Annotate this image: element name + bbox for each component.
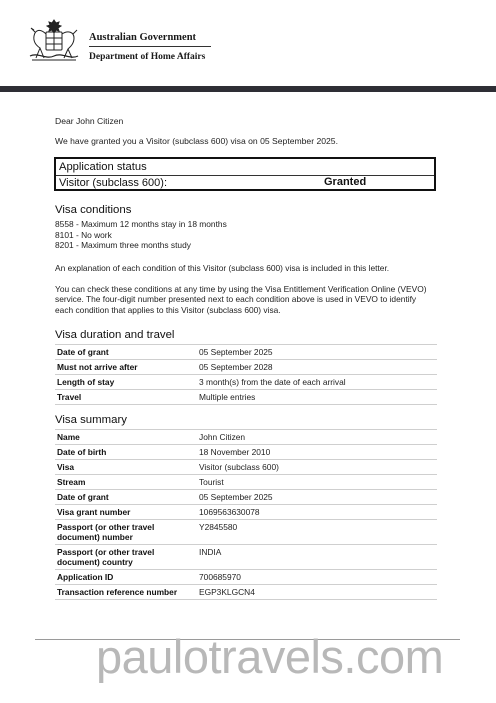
table-row (55, 360, 437, 375)
row-key: Application ID (55, 570, 197, 585)
condition-item: 8558 - Maximum 12 months stay in 18 months (55, 219, 227, 229)
row-key: Visa grant number (55, 505, 197, 520)
table-row (55, 430, 437, 445)
letterhead-divider (89, 46, 211, 47)
row-value: 05 September 2025 (197, 345, 437, 360)
duration-table (55, 344, 437, 405)
table-row (55, 520, 437, 545)
condition-item: 8201 - Maximum three months study (55, 240, 191, 250)
department-name: Department of Home Affairs (89, 52, 206, 62)
header-band (0, 86, 496, 92)
row-value: Multiple entries (197, 390, 437, 405)
table-row (55, 545, 437, 570)
table-row (55, 460, 437, 475)
conditions-list (55, 219, 227, 251)
row-key: Stream (55, 475, 197, 490)
duration-heading: Visa duration and travel (55, 329, 175, 341)
row-key: Date of birth (55, 445, 197, 460)
row-value: 700685970 (197, 570, 437, 585)
table-row (55, 475, 437, 490)
row-key: Transaction reference number (55, 585, 197, 600)
conditions-explanation: An explanation of each condition of this Visitor (subclass 600) visa is included in this letter. (55, 263, 390, 273)
condition-item: 8101 - No work (55, 229, 112, 240)
row-key: Travel (55, 390, 197, 405)
row-value: 05 September 2028 (197, 360, 437, 375)
application-status-box (54, 157, 436, 191)
row-key: Length of stay (55, 375, 197, 390)
government-name: Australian Government (89, 32, 197, 43)
status-title: Application status (59, 161, 147, 173)
row-key: Passport (or other travel document) number (55, 520, 197, 545)
letterhead (0, 0, 496, 86)
row-value: Visitor (subclass 600) (197, 460, 437, 475)
salutation: Dear John Citizen (55, 116, 124, 126)
row-key: Passport (or other travel document) country (55, 545, 197, 570)
vevo-note: You can check these conditions at any time by using the Visa Entitlement Verification Online (VEVO) service. The four-digit number presented next to each condition above is used in VEVO to identify each condition that applies to this Visitor (subclass 600) visa. (55, 284, 427, 315)
row-value: EGP3KLGCN4 (197, 585, 437, 600)
row-value: 05 September 2025 (197, 490, 437, 505)
status-visa-label: Visitor (subclass 600): (59, 177, 168, 189)
coat-of-arms-icon (26, 18, 82, 64)
table-row (55, 345, 437, 360)
row-value: John Citizen (197, 430, 437, 445)
row-value: 3 month(s) from the date of each arrival (197, 375, 437, 390)
table-row (55, 390, 437, 405)
row-value: Tourist (197, 475, 437, 490)
intro-text: We have granted you a Visitor (subclass 600) visa on 05 September 2025. (55, 136, 338, 146)
row-key: Name (55, 430, 197, 445)
table-row (55, 570, 437, 585)
row-value: 1069563630078 (197, 505, 437, 520)
table-row (55, 375, 437, 390)
watermark: paulotravels.com (96, 630, 444, 683)
row-key: Date of grant (55, 345, 197, 360)
row-key: Visa (55, 460, 197, 475)
table-row (55, 490, 437, 505)
conditions-heading: Visa conditions (55, 204, 132, 216)
row-key: Date of grant (55, 490, 197, 505)
row-key: Must not arrive after (55, 360, 197, 375)
summary-heading: Visa summary (55, 414, 127, 426)
table-row (55, 505, 437, 520)
status-divider (56, 175, 434, 176)
row-value: 18 November 2010 (197, 445, 437, 460)
table-row (55, 585, 437, 600)
table-row (55, 445, 437, 460)
row-value: Y2845580 (197, 520, 437, 545)
status-value: Granted (324, 176, 367, 188)
summary-table (55, 429, 437, 600)
row-value: INDIA (197, 545, 437, 570)
